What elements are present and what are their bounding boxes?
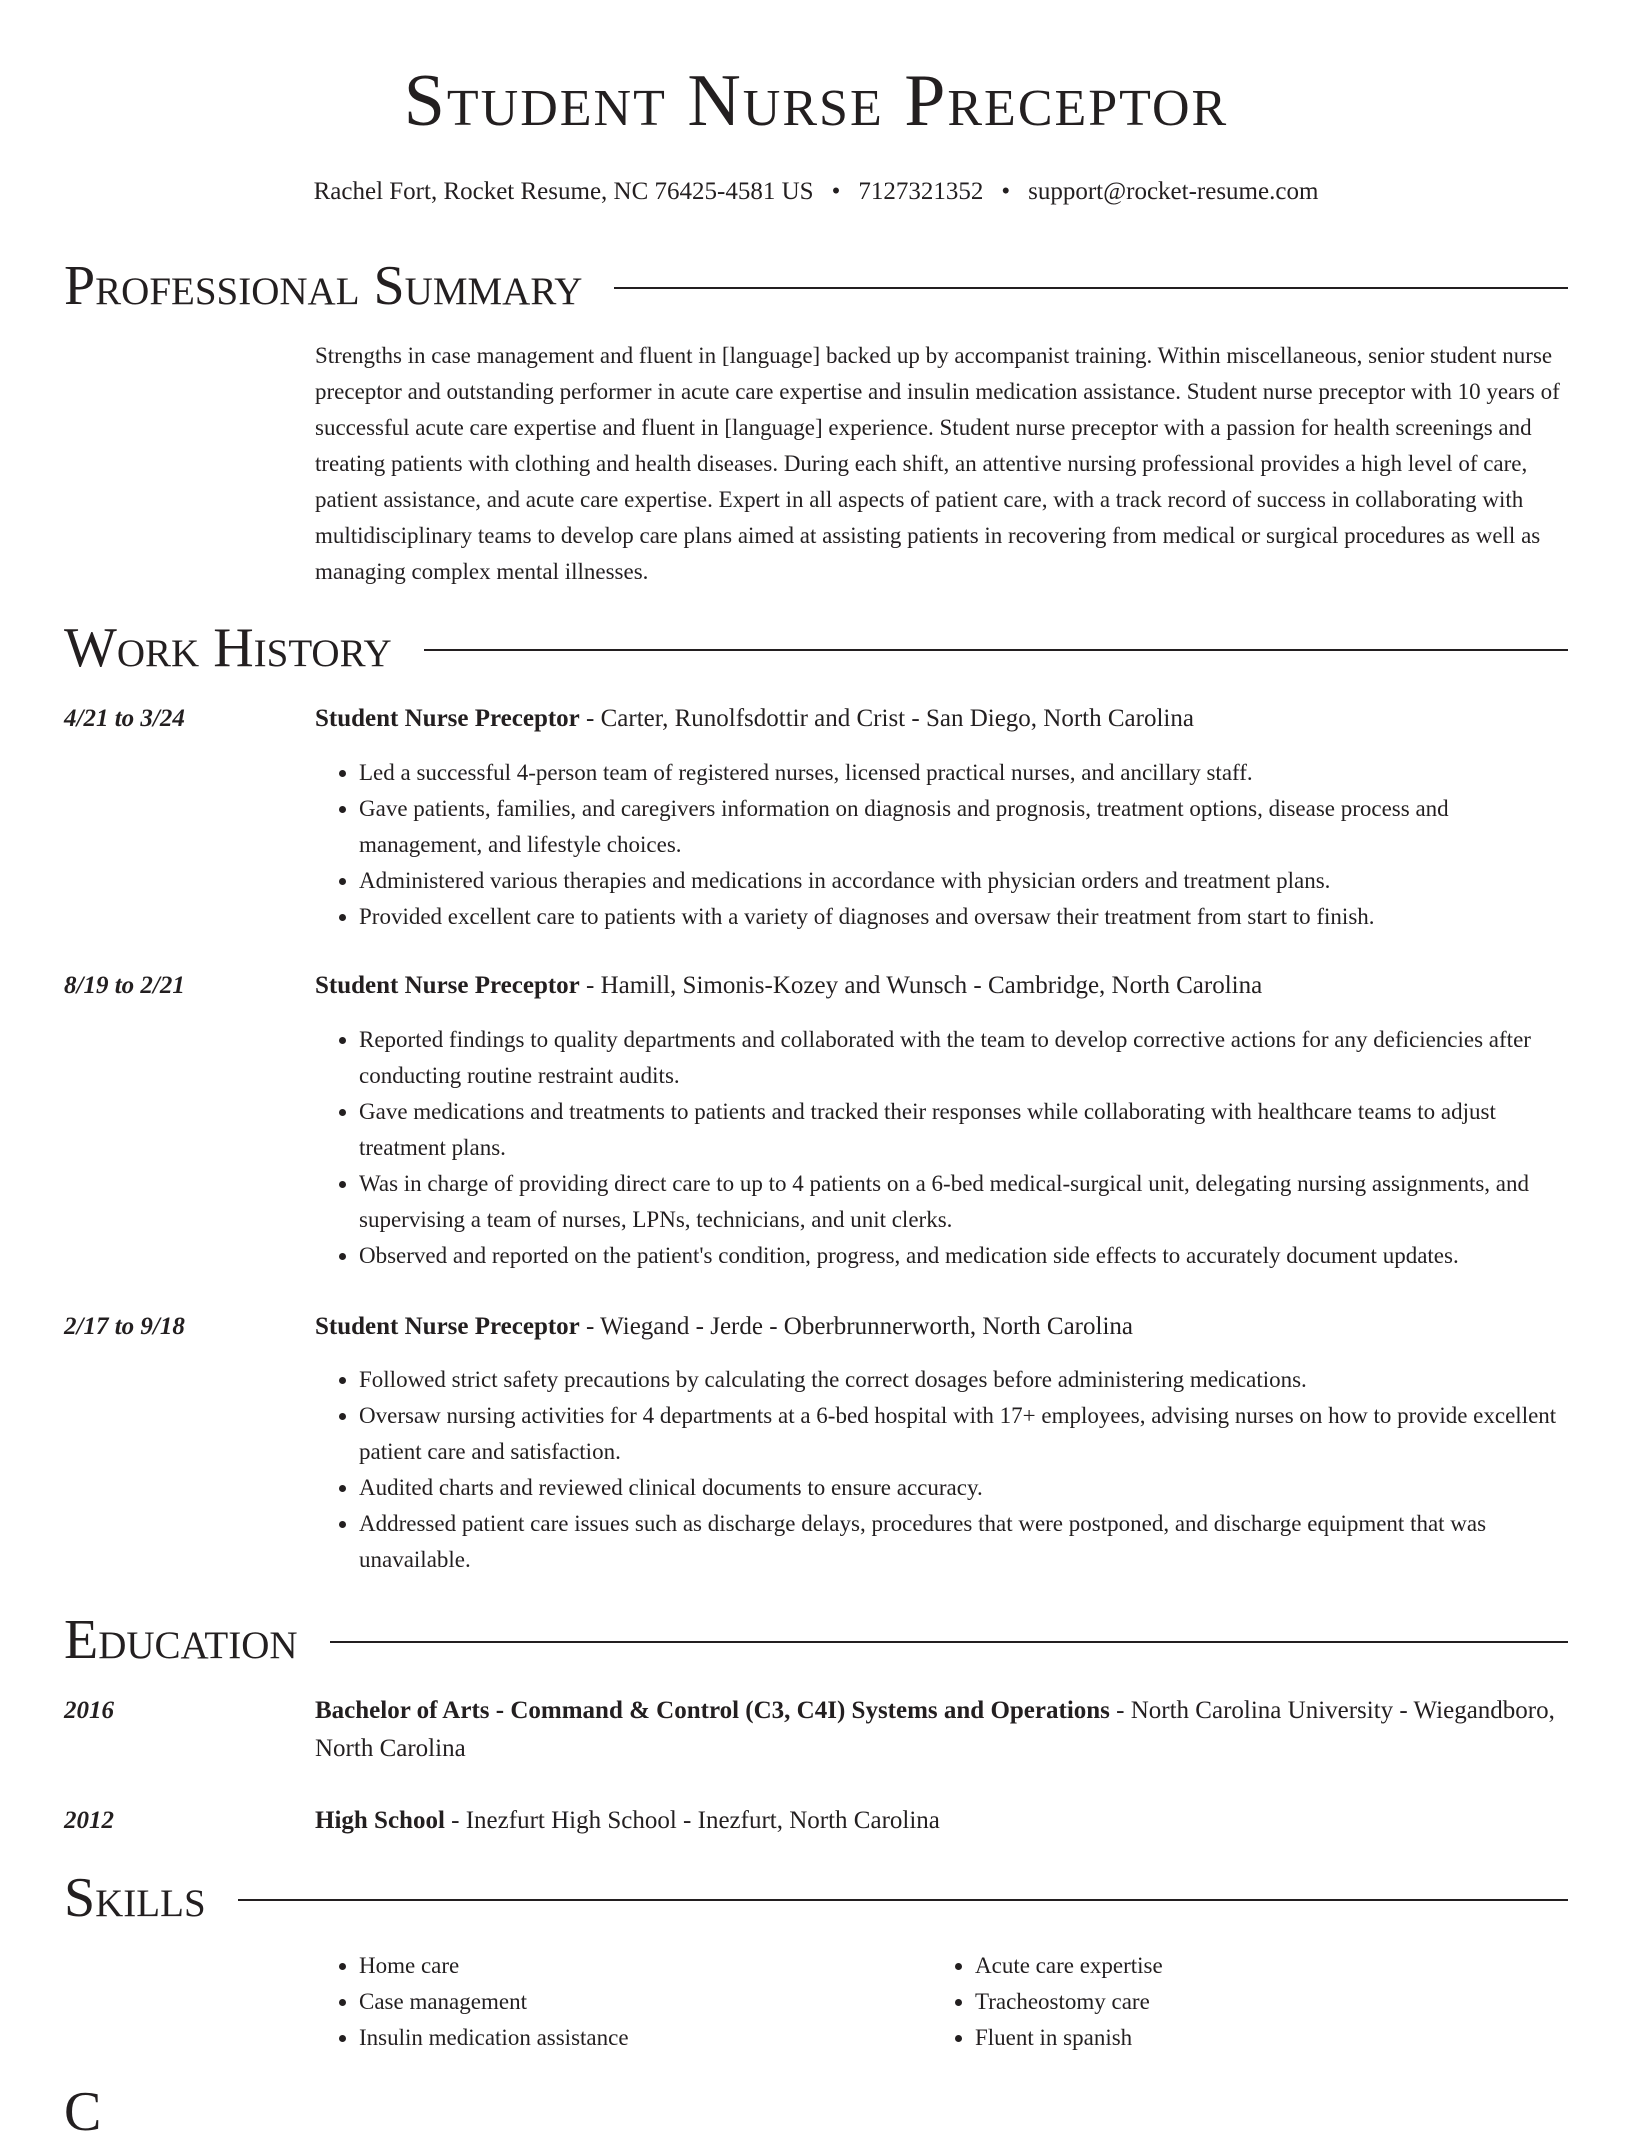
job-dates: 4/21 to 3/24 (64, 705, 185, 732)
job-employer: - Wiegand - Jerde - Oberbrunnerworth, North Carolina (579, 1313, 1133, 1340)
contact-phone: 7127321352 (858, 178, 984, 205)
job-employer: - Hamill, Simonis-Kozey and Wunsch - Cambridge, North Carolina (579, 972, 1263, 999)
education-line (315, 1802, 1568, 1840)
skills-heading: Skills (64, 1867, 206, 1929)
list-item: • Addressed patient care issues such as discharge delays, procedures that were postponed, and discharge equipment that was unavailable. (359, 1506, 1568, 1578)
skill-item: • Acute care expertise (975, 1948, 1163, 1984)
skills-section-header (64, 1866, 1568, 1930)
skill-item: • Fluent in spanish (975, 2020, 1163, 2056)
education-line (315, 1692, 1568, 1768)
education-year: 2012 (64, 1807, 114, 1834)
job-title-line (315, 967, 1568, 1005)
section-divider (614, 287, 1568, 289)
section-divider (238, 1899, 1568, 1901)
job-bullets (315, 1022, 1568, 1274)
work-section-header (64, 616, 1568, 680)
education-school: - North Carolina University - Wiegandboro, North Carolina (315, 1697, 1555, 1762)
job-dates: 8/19 to 2/21 (64, 972, 185, 999)
job-title-line (315, 1308, 1568, 1346)
list-item: • Gave patients, families, and caregivers information on diagnosis and prognosis, treatment options, disease process and management, and lifestyle choices. (359, 791, 1568, 863)
job-bullets (315, 755, 1568, 935)
skill-item: • Home care (359, 1948, 629, 1984)
list-item: • Reported findings to quality departments and collaborated with the team to develop corrective actions for any deficiencies after conducting routine restraint audits. (359, 1022, 1568, 1094)
resume-name: Student Nurse Preceptor (403, 60, 1229, 142)
skill-item: • Case management (359, 1984, 629, 2020)
skill-item: • Tracheostomy care (975, 1984, 1163, 2020)
list-item: • Audited charts and reviewed clinical documents to ensure accuracy. (359, 1470, 1568, 1506)
contact-address: Rachel Fort, Rocket Resume, NC 76425-4581 US (313, 178, 814, 205)
summary-section-header (64, 254, 1568, 318)
job-dates: 2/17 to 9/18 (64, 1313, 185, 1340)
skills-column-2 (931, 1948, 1163, 2056)
contact-separator: • (1001, 178, 1011, 205)
list-item: • Provided excellent care to patients with a variety of diagnoses and oversaw their treatment from start to finish. (359, 899, 1568, 935)
section-divider (424, 649, 1568, 651)
skills-column-1 (315, 1948, 629, 2056)
contact-separator: • (831, 178, 841, 205)
summary-text: Strengths in case management and fluent in [language] backed up by accompanist training. Within miscellaneous, senior student nurse preceptor and outstanding performer in acute care expertise and insulin medication assistance. Student nurse preceptor with 10 years of successful acute care expertise and fluent in [language] experience. Student nurse preceptor with a passion for health screenings and treating patients with clothing and health diseases. During each shift, an attentive nursing professional provides a high level of care, patient assistance, and acute care expertise. Expert in all aspects of patient care, with a track record of success in collaborating with multidisciplinary teams to develop care plans aimed at assisting patients in recovering from medical or surgical procedures as well as managing complex mental illnesses. (315, 343, 1560, 584)
list-item: • Observed and reported on the patient's condition, progress, and medication side effects to accurately document updates. (359, 1238, 1568, 1274)
job-title: Student Nurse Preceptor (315, 1313, 580, 1340)
job-title: Student Nurse Preceptor (315, 705, 580, 732)
skill-item: • Insulin medication assistance (359, 2020, 629, 2056)
list-item: • Administered various therapies and medications in accordance with physician orders and treatment plans. (359, 863, 1568, 899)
list-item: • Led a successful 4-person team of registered nurses, licensed practical nurses, and ancillary staff. (359, 755, 1568, 791)
job-title: Student Nurse Preceptor (315, 972, 580, 999)
next-section-heading-partial: C (64, 2081, 102, 2143)
education-heading: Education (64, 1609, 298, 1671)
summary-heading: Professional Summary (64, 255, 583, 317)
contact-email: support@rocket-resume.com (1028, 178, 1319, 205)
education-section-header (64, 1608, 1568, 1672)
job-title-line (315, 700, 1568, 738)
education-year: 2016 (64, 1697, 114, 1724)
list-item: • Gave medications and treatments to patients and tracked their responses while collaborating with healthcare teams to adjust treatment plans. (359, 1094, 1568, 1166)
list-item: • Oversaw nursing activities for 4 departments at a 6-bed hospital with 17+ employees, advising nurses on how to provide excellent patient care and satisfaction. (359, 1398, 1568, 1470)
work-heading: Work History (64, 617, 392, 679)
list-item: • Followed strict safety precautions by calculating the correct dosages before administering medications. (359, 1362, 1568, 1398)
education-degree: High School (315, 1807, 445, 1834)
contact-line (64, 172, 1568, 212)
education-degree: Bachelor of Arts - Command & Control (C3, C4I) Systems and Operations (315, 1697, 1110, 1724)
section-divider (330, 1641, 1568, 1643)
list-item: • Was in charge of providing direct care to up to 4 patients on a 6-bed medical-surgical unit, delegating nursing assignments, and supervising a team of nurses, LPNs, technicians, and unit clerks. (359, 1166, 1568, 1238)
education-school: - Inezfurt High School - Inezfurt, North Carolina (444, 1807, 940, 1834)
job-employer: - Carter, Runolfsdottir and Crist - San Diego, North Carolina (579, 705, 1194, 732)
job-bullets (315, 1362, 1568, 1578)
